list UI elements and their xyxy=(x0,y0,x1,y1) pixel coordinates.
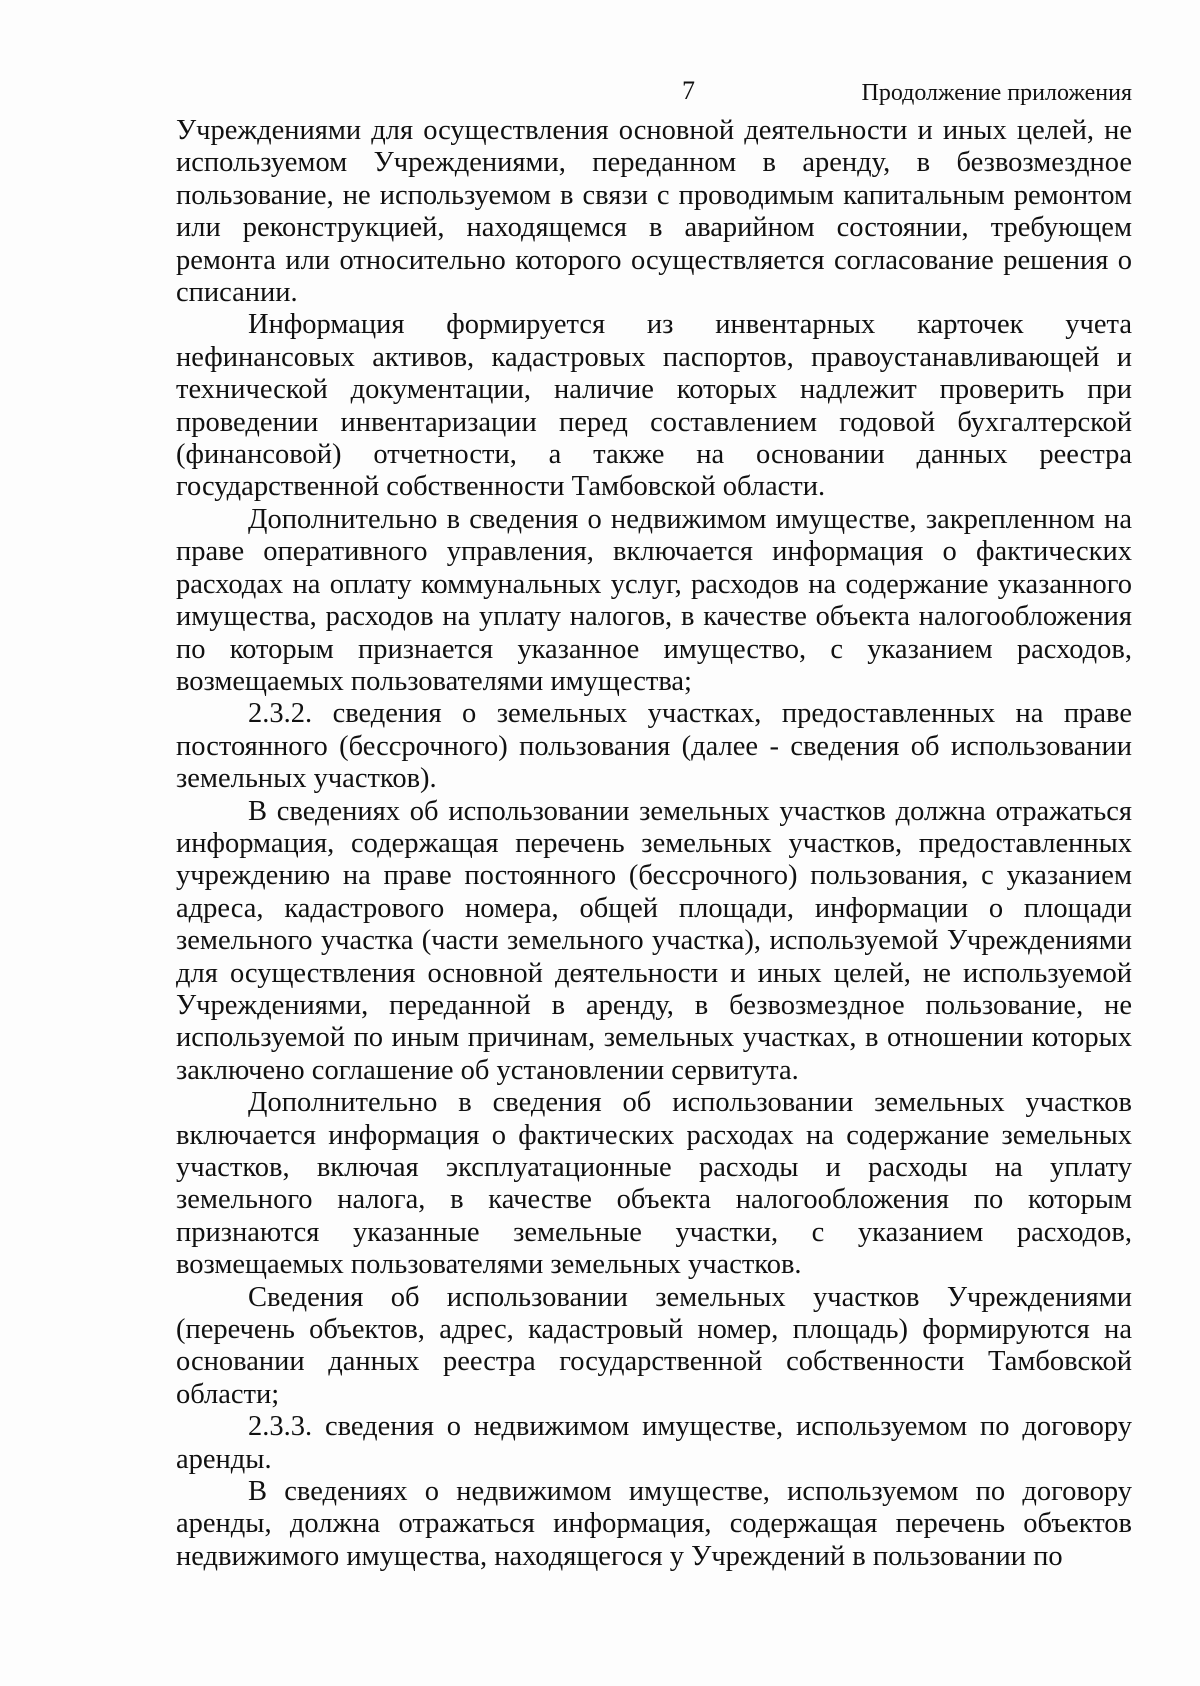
paragraph: В сведениях об использовании земельных участков должна отражаться информация, содержащая перечень земельных участков, предоставленных учреждению на праве постоянного (бессрочного) пользования, с указанием адреса, кадастрового номера, общей площади, информации о площади земельного участка (части земельного участка), используемой Учреждениями для осуществления основной деятельности и иных целей, не используемой Учреждениями, переданной в аренду, в безвозмездное пользование, не используемой по иным причинам, земельных участках, в отношении которых заключено соглашение об установлении сервитута. xyxy=(176,795,1132,1086)
document-body xyxy=(176,115,1132,1573)
paragraph: Сведения об использовании земельных участков Учреждениями (перечень объектов, адрес, кадастровый номер, площадь) формируются на основании данных реестра государственной собственности Тамбовской области; xyxy=(176,1281,1132,1410)
paragraph: Информация формируется из инвентарных карточек учета нефинансовых активов, кадастровых паспортов, правоустанавливающей и технической документации, наличие которых надлежит проверить при проведении инвентаризации перед составлением годовой бухгалтерской (финансовой) отчетности, а также на основании данных реестра государственной собственности Тамбовской области. xyxy=(176,309,1132,503)
page-number: 7 xyxy=(682,76,695,105)
paragraph-item-2-3-2: 2.3.2. сведения о земельных участках, предоставленных на праве постоянного (бессрочного) пользования (далее - сведения об использовании земельных участков). xyxy=(176,698,1132,795)
paragraph: В сведениях о недвижимом имуществе, используемом по договору аренды, должна отражаться информация, содержащая перечень объектов недвижимого имущества, находящегося у Учреждений в пользовании по xyxy=(176,1476,1132,1572)
continuation-label: Продолжение приложения xyxy=(861,80,1132,106)
paragraph-continued: Учреждениями для осуществления основной деятельности и иных целей, не используемом Учреждениями, переданном в аренду, в безвозмездное пользование, не используемом в связи с проводимым капитальным ремонтом или реконструкцией, находящемся в аварийном состоянии, требующем ремонта или относительно которого осуществляется согласование решения о списании. xyxy=(176,115,1132,309)
page-header xyxy=(0,74,1200,110)
paragraph-item-2-3-3: 2.3.3. сведения о недвижимом имуществе, используемом по договору аренды. xyxy=(176,1411,1132,1475)
paragraph: Дополнительно в сведения об использовании земельных участков включается информация о фактических расходах на содержание земельных участков, включая эксплуатационные расходы и расходы на уплату земельного налога, в качестве объекта налогообложения по которым признаются указанные земельные участки, с указанием расходов, возмещаемых пользователями земельных участков. xyxy=(176,1087,1132,1281)
paragraph: Дополнительно в сведения о недвижимом имуществе, закрепленном на праве оперативного управления, включается информация о фактических расходах на оплату коммунальных услуг, расходов на содержание указанного имущества, расходов на уплату налогов, в качестве объекта налогообложения по которым признается указанное имущество, с указанием расходов, возмещаемых пользователями имущества; xyxy=(176,503,1132,697)
